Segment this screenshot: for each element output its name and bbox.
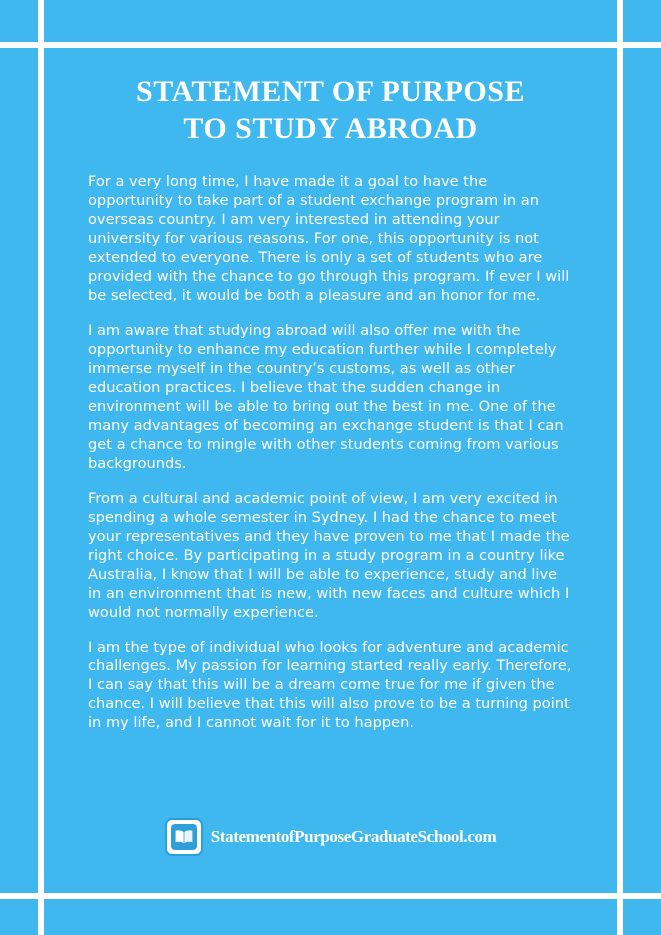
frame-gutter-bottom [0,893,661,899]
paragraph-4: I am the type of individual who looks for adventure and academic challenges. My passion for learning started really early. Therefore, I can say that this will be a dream come true for me if given the chance. I will believe that this will also prove to be a turning point in my life, and I cannot wait for it to happen. [88,638,572,732]
open-book-icon [171,824,197,850]
paragraph-2: I am aware that studying abroad will also offer me with the opportunity to enhance my education further while I completely immerse myself in the country’s customs, as well as other education practices. I believe that the sudden change in environment will be able to bring out the best in me. One of the many advantages of becoming an exchange student is that I can get a chance to mingle with other students coming from various backgrounds. [88,321,564,472]
page-title-line-2: TO STUDY ABROAD [183,111,478,145]
document-body [44,48,617,893]
frame-gutter-right [617,0,623,935]
paragraph-1: For a very long time, I have made it a goal to have the opportunity to take part of a student exchange program in an overseas country. I am very interested in attending your university for various reasons. For one, this opportunity is not extended to everyone. There is only a set of students who are provided with the chance to go through this program. If ever I will be selected, it would be both a pleasure and an honor for me. [88,173,570,304]
paragraph-3: From a cultural and academic point of view, I am very excited in spending a whole semester in Sydney. I had the chance to meet your representatives and they have proven to me that I made the right choice. By participating in a study program in a country like Australia, I know that I will be able to experience, study and live in an environment that is new, with new faces and culture which I would not normally experience. [88,489,570,621]
logo-badge [165,818,203,856]
footer-branding [44,818,617,856]
page-title-line-1: STATEMENT OF PURPOSE [136,75,525,108]
brand-name: StatementofPurposeGraduateSchool.com [210,827,497,846]
page-title [88,74,573,147]
